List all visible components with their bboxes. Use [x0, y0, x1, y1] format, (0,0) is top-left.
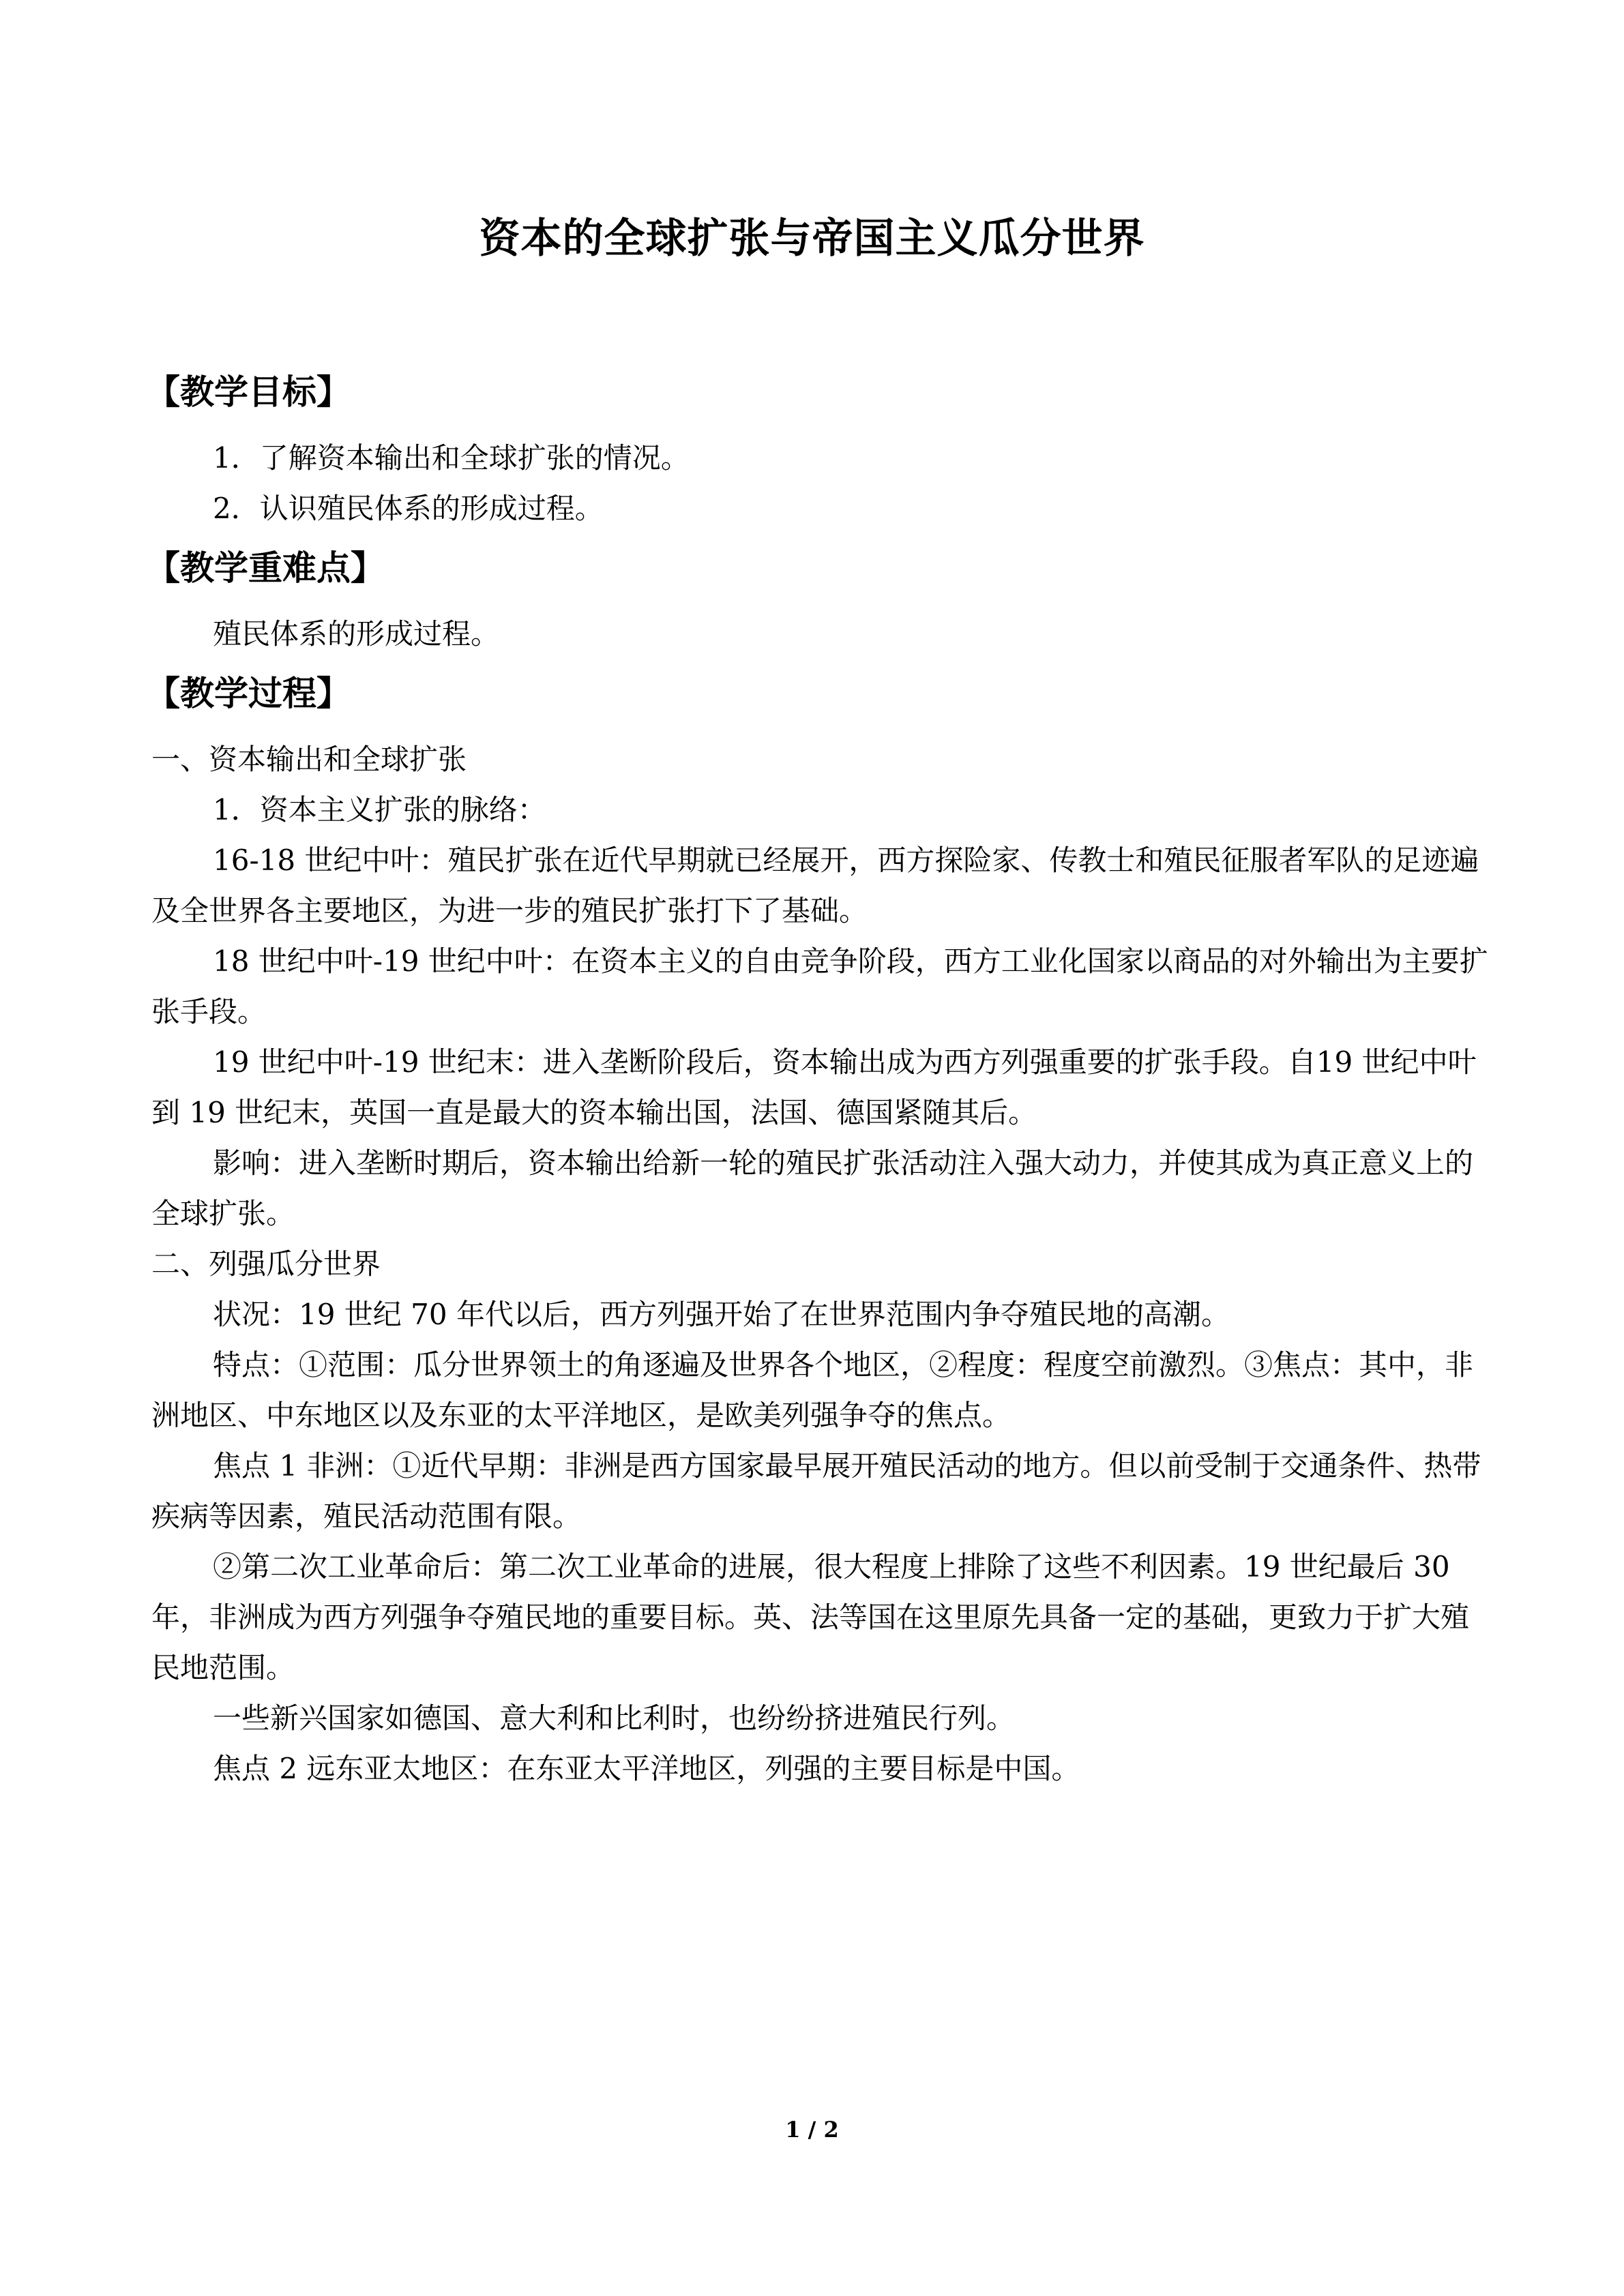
goal-item-2: 2．认识殖民体系的形成过程。 — [213, 492, 604, 525]
key-points-text: 殖民体系的形成过程。 — [213, 617, 500, 651]
part1-subtitle: 1．资本主义扩张的脉络： — [213, 793, 546, 826]
paragraph-focus-africa: 焦点 1 非洲：①近代早期：非洲是西方国家最早展开殖民活动的地方。但以前受制于交通条件、热带疾病等因素，殖民活动范围有限。 — [151, 1449, 1481, 1533]
paragraph-18-19-century: 18 世纪中叶-19 世纪中叶：在资本主义的自由竞争阶段，西方工业化国家以商品的对外输出为主要扩张手段。 — [151, 944, 1488, 1028]
heading-teaching-process: 【教学过程】 — [146, 674, 351, 713]
paragraph-second-industrial-revolution: ②第二次工业革命后：第二次工业革命的进展，很大程度上排除了这些不利因素。19 世纪最后 30 年，非洲成为西方列强争夺殖民地的重要目标。英、法等国在这里原先具备一定的基础，更致力于扩大殖民地范围。 — [151, 1550, 1470, 1684]
paragraph-features: 特点：①范围：瓜分世界领土的角逐遍及世界各个地区，②程度：程度空前激烈。③焦点：其中，非洲地区、中东地区以及东亚的太平洋地区，是欧美列强争夺的焦点。 — [151, 1348, 1474, 1432]
paragraph-new-powers: 一些新兴国家如德国、意大利和比利时，也纷纷挤进殖民行列。 — [213, 1701, 1016, 1735]
heading-teaching-goals: 【教学目标】 — [146, 372, 351, 412]
paragraph-16-18-century: 16-18 世纪中叶：殖民扩张在近代早期就已经展开，西方探险家、传教士和殖民征服者军队的足迹遍及全世界各主要地区，为进一步的殖民扩张打下了基础。 — [151, 844, 1479, 927]
paragraph-influence: 影响：进入垄断时期后，资本输出给新一轮的殖民扩张活动注入强大动力，并使其成为真正意义上的全球扩张。 — [151, 1146, 1474, 1230]
document-body — [146, 358, 1488, 1794]
paragraph-status: 状况：19 世纪 70 年代以后，西方列强开始了在世界范围内争夺殖民地的高潮。 — [213, 1298, 1230, 1331]
goal-item-1: 1．了解资本输出和全球扩张的情况。 — [213, 441, 690, 475]
paragraph-focus-east-asia: 焦点 2 远东亚太地区：在东亚太平洋地区，列强的主要目标是中国。 — [213, 1752, 1080, 1785]
heading-key-points: 【教学重难点】 — [146, 548, 385, 588]
part2-title: 二、列强瓜分世界 — [151, 1247, 381, 1281]
paragraph-19-century-end: 19 世纪中叶-19 世纪末：进入垄断阶段后，资本输出成为西方列强重要的扩张手段。自19 世纪中叶到 19 世纪末，英国一直是最大的资本输出国，法国、德国紧随其后。 — [151, 1045, 1477, 1129]
document-title: 资本的全球扩张与帝国主义瓜分世界 — [479, 215, 1145, 263]
part1-title: 一、资本输出和全球扩张 — [151, 743, 467, 776]
page-number: 1 / 2 — [785, 2117, 839, 2143]
